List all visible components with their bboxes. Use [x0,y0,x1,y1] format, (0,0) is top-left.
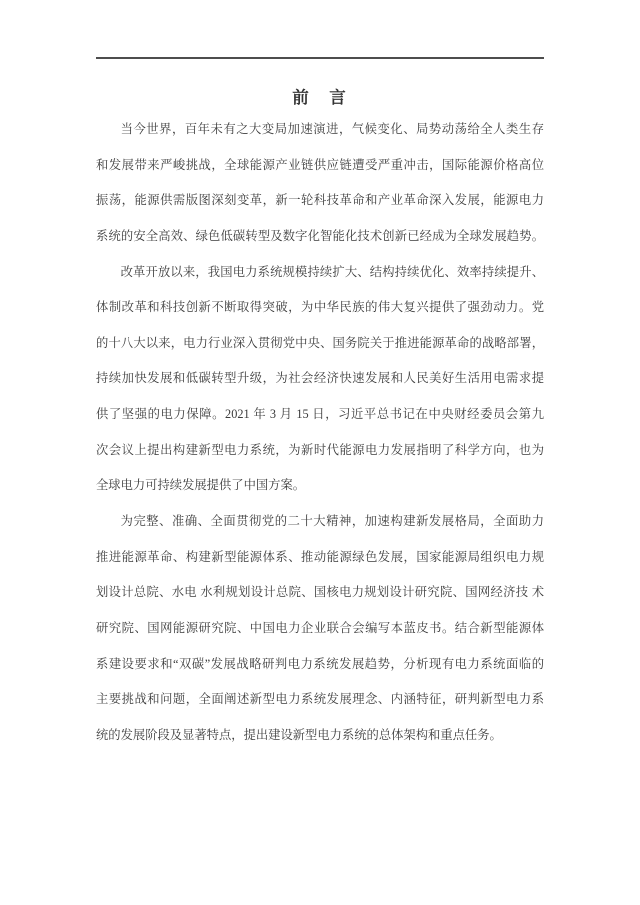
page-title: 前 言 [292,88,348,107]
paragraph-2-line-6: 次会议上提出构建新型电力系统，为新时代能源电力发展指明了科学方向，也为 [96,442,544,457]
paragraph-1-line-4: 系统的安全高效、绿色低碳转型及数字化智能化技术创新已经成为全球发展趋势。 [96,228,544,243]
paragraph-2-line-1: 改革开放以来，我国电力系统规模持续扩大、结构持续优化、效率持续提升、 [120,264,544,279]
paragraph-3-line-4: 研究院、国网能源研究院、中国电力企业联合会编写本蓝皮书。结合新型能源体 [96,620,544,635]
paragraph-1-line-2: 和发展带来严峻挑战，全球能源产业链供应链遭受严重冲击，国际能源价格高位 [96,157,544,172]
paragraph-3-line-6: 主要挑战和问题，全面阐述新型电力系统发展理念、内涵特征，研判新型电力系 [96,692,544,707]
paragraph-3-line-7: 统的发展阶段及显著特点，提出建设新型电力系统的总体架构和重点任务。 [96,727,502,742]
paragraph-3-line-3: 划设计总院、水电 水利规划设计总院、国核电力规划设计研究院、国网经济技 术 [96,585,544,600]
paragraph-2-line-2: 体制改革和科技创新不断取得突破，为中华民族的伟大复兴提供了强劲动力。党 [96,300,544,315]
paragraph-3-line-5: 系建设要求和“双碳”发展战略研判电力系统发展趋势，分析现有电力系统面临的 [96,656,544,671]
paragraph-2-line-4: 持续加快发展和低碳转型升级，为社会经济快速发展和人民美好生活用电需求提 [96,371,544,386]
paragraph-2-line-5: 供了坚强的电力保障。2021 年 3 月 15 日，习近平总书记在中央财经委员会第九 [96,407,544,422]
paragraph-1-line-1: 当今世界，百年未有之大变局加速演进，气候变化、局势动荡给全人类生存 [120,122,544,136]
paragraph-1-line-3: 振荡，能源供需版图深刻变革，新一轮科技革命和产业革命深入发展，能源电力 [96,193,544,208]
paragraph-2-line-7: 全球电力可持续发展提供了中国方案。 [96,478,306,493]
header-rule [96,57,544,59]
paragraph-2-line-3: 的十八大以来，电力行业深入贯彻党中央、国务院关于推进能源革命的战略部署， [96,335,544,350]
paragraph-3-line-2: 推进能源革命、构建新型能源体系、推动能源绿色发展，国家能源局组织电力规 [96,549,544,564]
paragraph-3-line-1: 为完整、准确、全面贯彻党的二十大精神，加速构建新发展格局，全面助力 [120,514,544,529]
body-text [96,112,544,754]
